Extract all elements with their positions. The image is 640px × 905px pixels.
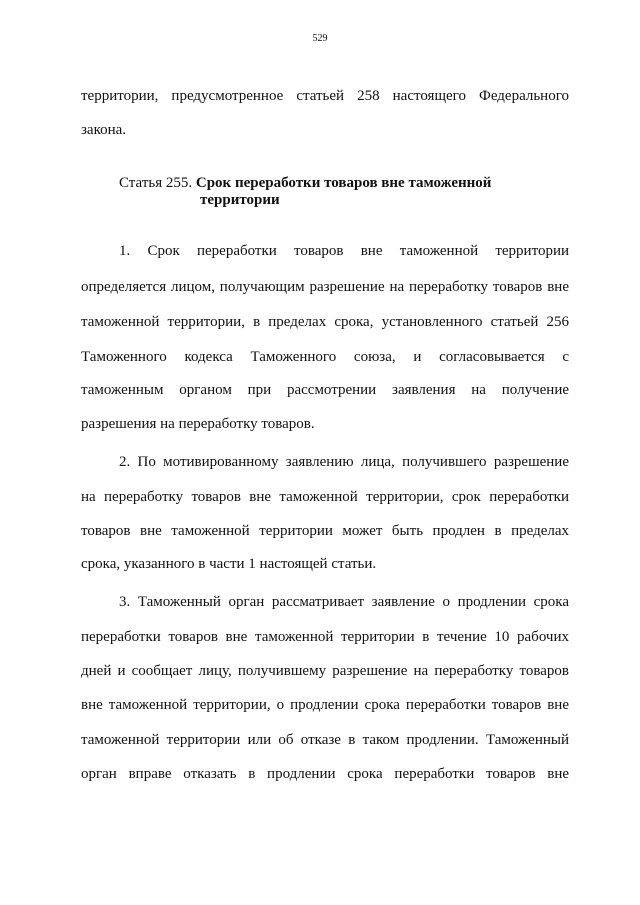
intro-line-2: закона. xyxy=(81,122,127,138)
paragraph-2-line-4: срока, указанного в части 1 настоящей статьи. xyxy=(81,556,377,572)
article-title-continued: территории xyxy=(200,192,280,208)
paragraph-1-line-2: определяется лицом, получающим разрешение на переработку товаров вне xyxy=(81,279,569,295)
paragraph-2-line-3: товаров вне таможенной территории может быть продлен в пределах xyxy=(81,523,569,539)
paragraph-1-line-1: 1. Срок переработки товаров вне таможенной территории xyxy=(119,243,569,259)
article-heading xyxy=(119,174,491,192)
paragraph-3-line-3: дней и сообщает лицу, получившему разрешение на переработку товаров xyxy=(81,663,569,679)
paragraph-3-line-1: 3. Таможенный орган рассматривает заявление о продлении срока xyxy=(119,594,569,610)
paragraph-2-line-2: на переработку товаров вне таможенной территории, срок переработки xyxy=(81,489,569,505)
paragraph-1-line-4: Таможенного кодекса Таможенного союза, и согласовывается с xyxy=(81,349,569,365)
paragraph-3-line-4: вне таможенной территории, о продлении срока переработки товаров вне xyxy=(81,697,569,713)
intro-line-1: территории, предусмотренное статьей 258 настоящего Федерального xyxy=(81,88,569,104)
paragraph-3-line-2: переработки товаров вне таможенной территории в течение 10 рабочих xyxy=(81,629,569,645)
paragraph-3-line-5: таможенной территории или об отказе в таком продлении. Таможенный xyxy=(81,732,569,748)
paragraph-1-line-6: разрешения на переработку товаров. xyxy=(81,416,315,432)
article-label: Статья 255. xyxy=(119,175,193,191)
paragraph-1-line-5: таможенным органом при рассмотрении заявления на получение xyxy=(81,382,569,398)
paragraph-2-line-1: 2. По мотивированному заявлению лица, получившего разрешение xyxy=(119,454,569,470)
paragraph-3-line-6: орган вправе отказать в продлении срока переработки товаров вне xyxy=(81,766,569,782)
article-title: Срок переработки товаров вне таможенной xyxy=(195,175,492,191)
page-number: 529 xyxy=(312,33,328,44)
paragraph-1-line-3: таможенной территории, в пределах срока, установленного статьей 256 xyxy=(81,314,569,330)
